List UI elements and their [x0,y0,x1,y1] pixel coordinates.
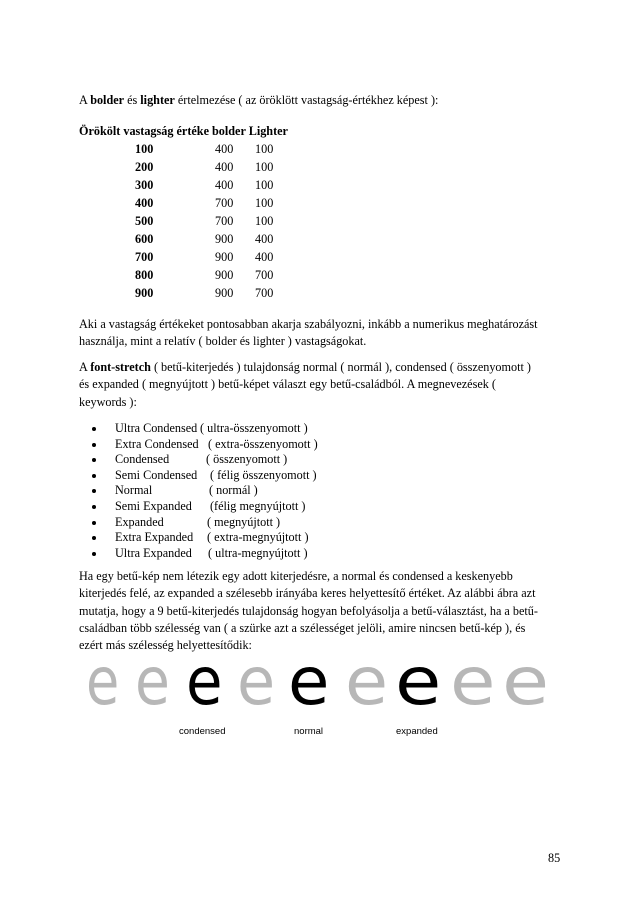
table-row [79,214,479,232]
list-item [92,437,392,453]
cell-inherited: 400 [135,196,154,210]
keyword-translation: ( extra-összenyomott ) [208,436,318,451]
paragraph-line: és expanded ( megnyújtott ) betű-képet választ egy betű-családból. A megnevezések ( [79,377,496,392]
cell-inherited: 900 [135,286,154,300]
intro-line [79,93,438,108]
keyword-name: Extra Condensed [115,436,199,451]
bullet-icon [92,458,96,462]
bullet-icon [92,443,96,447]
cell-lighter: 100 [255,178,274,192]
intro-lighter: lighter [140,93,175,107]
table-row [79,250,479,268]
cell-bolder: 700 [215,214,234,228]
bullet-icon [92,536,96,540]
table-row [79,196,479,214]
paragraph-line [79,359,564,376]
table-row [79,160,479,178]
cell-inherited: 100 [135,142,154,156]
text-rest: ( betű-kiterjedés ) tulajdonság normal ( normál ), condensed ( összenyomott ) [150,360,531,374]
cell-lighter: 100 [255,142,274,156]
glyph-normal: e [288,643,330,720]
list-item [92,421,392,437]
table-row [79,232,479,250]
keyword-translation: ( összenyomott ) [206,452,288,467]
list-item [92,499,392,515]
keyword-name: Semi Condensed [115,467,198,482]
list-item [92,483,392,499]
cell-lighter: 100 [255,196,274,210]
keyword-name: Condensed [115,452,170,467]
cell-bolder: 400 [215,142,234,156]
glyph-extra-expanded: e [450,643,496,720]
glyph-semi-expanded: e [345,643,389,720]
keyword-name: Ultra Expanded [115,545,192,560]
table-row [79,142,479,160]
intro-and: és [124,93,141,107]
cell-inherited: 200 [135,160,154,174]
paragraph-line: Ha egy betű-kép nem létezik egy adott kiterjedésre, a normal és condensed a keskenyebb [79,569,513,583]
keyword-name: Extra Expanded [115,530,194,545]
cell-inherited: 600 [135,232,154,246]
cell-bolder: 400 [215,160,234,174]
paragraph-line: ezért más szélesség helyettesítődik: [79,638,252,653]
keyword-translation: ( félig összenyomott ) [210,467,317,482]
bullet-icon [92,521,96,525]
list-item [92,530,392,546]
list-item [92,515,392,531]
cell-lighter: 700 [255,268,274,282]
bullet-icon [92,427,96,431]
figure-label-normal: normal [294,726,324,737]
glyph-semi-condensed: e [237,643,276,720]
keyword-translation: ( ultra-összenyomott ) [200,421,308,435]
glyph-extra-condensed: e [135,643,170,720]
paragraph-font-stretch [79,359,564,411]
keyword-translation: ( normál ) [209,483,258,498]
paragraph-line: kiterjedés felé, az expanded a szélesebb irányába keres helyettesítő értéket. Az alábbi ábra azt [79,586,536,601]
paragraph-line: családban több szélesség van ( a szürke azt a szélességet jelöli, amire nincsen betű-kép ), és [79,620,526,635]
keyword-translation: ( ultra-megnyújtott ) [208,545,308,560]
keyword-list [92,421,392,561]
intro-bolder: bolder [90,93,125,107]
page-number: 85 [548,851,561,865]
table-header: Örökölt vastagság értéke bolder Lighter [79,124,288,138]
intro-rest: értelmezése ( az öröklött vastagság-értékhez képest ): [174,93,439,107]
cell-lighter: 400 [255,250,274,264]
cell-bolder: 900 [215,232,234,246]
glyph-expanded: e [395,643,442,720]
glyph-ultra-condensed: e [86,643,120,720]
paragraph-line: mutatja, hogy a 9 betű-kiterjedés tulajdonság hogyan befolyásolja a betű-választást, ha a betű- [79,603,538,618]
figure-label-expanded: expanded [396,726,438,737]
paragraph-line: használja, mint a relatív ( bolder és lighter ) vastagságokat. [79,334,367,349]
paragraph-substitution [79,568,564,654]
cell-lighter: 100 [255,160,274,174]
text-prefix: A [79,360,91,374]
table-row [79,286,479,304]
list-item [92,468,392,484]
bullet-icon [92,552,96,556]
keyword-name: Semi Expanded [115,498,192,513]
cell-inherited: 700 [135,250,154,264]
intro-prefix: A [79,93,91,107]
keyword-translation: ( extra-megnyújtott ) [207,530,309,545]
keyword-translation: (félig megnyújtott ) [210,498,306,513]
keyword-translation: ( megnyújtott ) [207,514,281,529]
cell-bolder: 900 [215,250,234,264]
cell-inherited: 300 [135,178,154,192]
cell-bolder: 700 [215,196,234,210]
figure-label-condensed: condensed [179,726,226,737]
paragraph-line: Aki a vastagság értékeket pontosabban akarja szabályozni, inkább a numerikus meghatározást [79,317,538,331]
paragraph-line: keywords ): [79,394,137,409]
cell-inherited: 800 [135,268,154,282]
list-item [92,546,392,562]
cell-inherited: 500 [135,214,154,228]
glyph-ultra-expanded: e [502,643,550,720]
font-stretch-term: font-stretch [90,360,151,374]
bullet-icon [92,474,96,478]
cell-bolder: 400 [215,178,234,192]
list-item [92,452,392,468]
keyword-name: Normal [115,483,153,498]
bullet-icon [92,489,96,493]
table-row [79,268,479,286]
keyword-name: Ultra Condensed [115,421,198,435]
cell-bolder: 900 [215,268,234,282]
glyph-condensed: e [186,643,223,720]
cell-bolder: 900 [215,286,234,300]
paragraph-numeric-weights [79,316,564,351]
bullet-icon [92,505,96,509]
cell-lighter: 100 [255,214,274,228]
cell-lighter: 700 [255,286,274,300]
keyword-name: Expanded [115,514,164,529]
cell-lighter: 400 [255,232,274,246]
table-row [79,178,479,196]
